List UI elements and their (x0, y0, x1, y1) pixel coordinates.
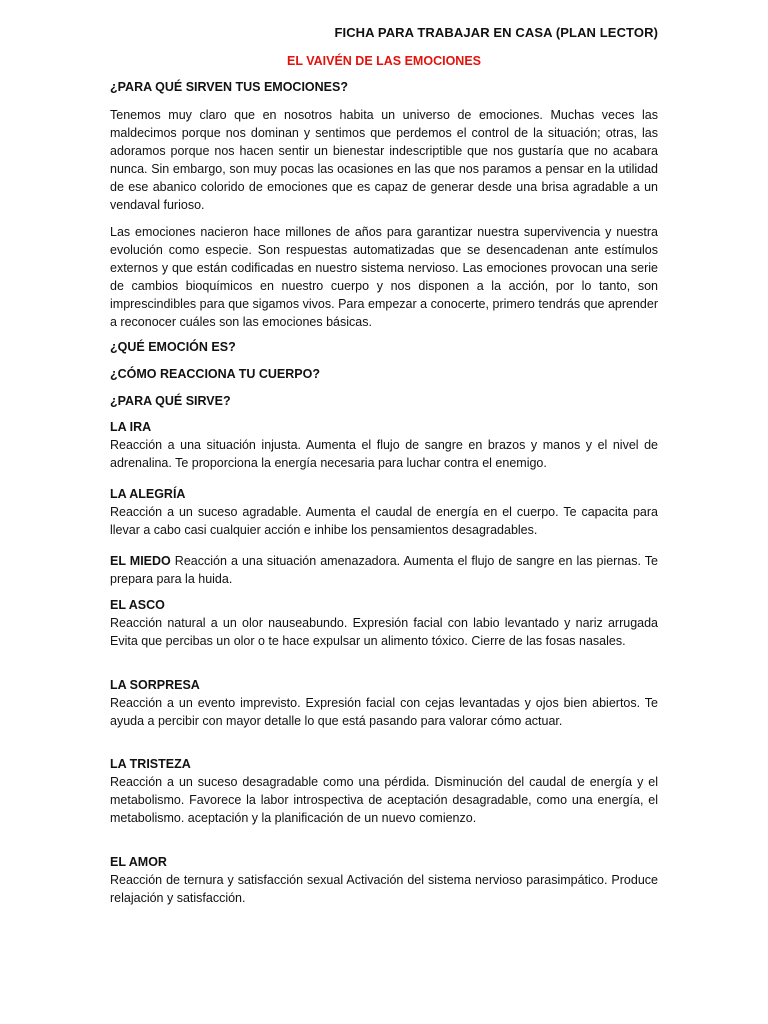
emotion-block-alegria (110, 485, 658, 539)
origin-paragraph: Las emociones nacieron hace millones de años para garantizar nuestra supervivencia y nuestra evolución como especie. Son respuestas automatizadas que se desencadenan ante estímulos externos y que están codificadas en nuestro sistema nervioso. Las emociones provocan una serie de cambios bioquímicos en nuestro cuerpo y nos disponen a la acción, por lo tanto, son imprescindibles para que sigamos vivos. Para empezar a conocerte, primero tendrás que aprender a reconocer cuáles son las emociones básicas. (110, 225, 658, 329)
emotion-name: LA ALEGRÍA (110, 487, 186, 501)
question-which-emotion: ¿QUÉ EMOCIÓN ES? (110, 340, 236, 354)
emotion-name: EL AMOR (110, 855, 167, 869)
emotion-name: LA TRISTEZA (110, 757, 191, 771)
emotion-description: Reacción a una situación amenazadora. Aumenta el flujo de sangre en las piernas. Te prepara para la huida. (110, 554, 658, 586)
emotion-description: Reacción a un suceso desagradable como una pérdida. Disminución del caudal de energía y el metabolismo. Favorece la labor introspectiva de aceptación desagradable, como una energía, el metabolismo. aceptación y la planificación de un nuevo comienzo. (110, 775, 658, 825)
emotion-name: EL ASCO (110, 598, 165, 612)
emotion-block-amor (110, 853, 658, 907)
emotion-description: Reacción de ternura y satisfacción sexual Activación del sistema nervioso parasimpático. Produce relajación y satisfacción. (110, 873, 658, 905)
emotion-block-sorpresa (110, 676, 658, 730)
emotion-description: Reacción a un evento imprevisto. Expresión facial con cejas levantadas y ojos bien abiertos. Te ayuda a percibir con mayor detalle lo que está pasando para valorar cómo actuar. (110, 696, 658, 728)
emotion-block-tristeza (110, 755, 658, 827)
question-body-reaction: ¿CÓMO REACCIONA TU CUERPO? (110, 367, 320, 381)
question-what-for: ¿PARA QUÉ SIRVE? (110, 394, 231, 408)
emotion-block-asco (110, 596, 658, 650)
emotion-block-ira (110, 418, 658, 472)
intro-paragraph: Tenemos muy claro que en nosotros habita un universo de emociones. Muchas veces las maldecimos porque nos dominan y sentimos que perdemos el control de la situación; otras, las adoramos porque nos hacen sentir un bienestar indescriptible que nos gustaría que no acabara nunca. Sin embargo, son muy pocas las ocasiones en las que nos paramos a pensar en la utilidad de ese abanico colorido de emociones que es capaz de generar desde una brisa agradable a un vendaval furioso. (110, 108, 658, 212)
emotion-description: Reacción a una situación injusta. Aumenta el flujo de sangre en brazos y manos y el nivel de adrenalina. Te proporciona la energía necesaria para luchar contra el enemigo. (110, 438, 658, 470)
emotion-description: Reacción a un suceso agradable. Aumenta el caudal de energía en el cuerpo. Te capacita para llevar a cabo casi cualquier acción e inhibe los pensamientos desagradables. (110, 505, 658, 537)
question-purpose-emotions: ¿PARA QUÉ SIRVEN TUS EMOCIONES? (110, 80, 348, 94)
emotion-name: LA IRA (110, 420, 152, 434)
document-title: EL VAIVÉN DE LAS EMOCIONES (286, 54, 481, 68)
emotion-name: LA SORPRESA (110, 678, 200, 692)
worksheet-header: FICHA PARA TRABAJAR EN CASA (PLAN LECTOR) (334, 25, 658, 40)
emotion-block-miedo (110, 552, 658, 588)
emotion-description: Reacción natural a un olor nauseabundo. Expresión facial con labio levantado y nariz arrugada Evita que percibas un olor o te hace expulsar un alimento tóxico. Cierre de las fosas nasales. (110, 616, 658, 648)
emotion-name: EL MIEDO (110, 554, 171, 568)
